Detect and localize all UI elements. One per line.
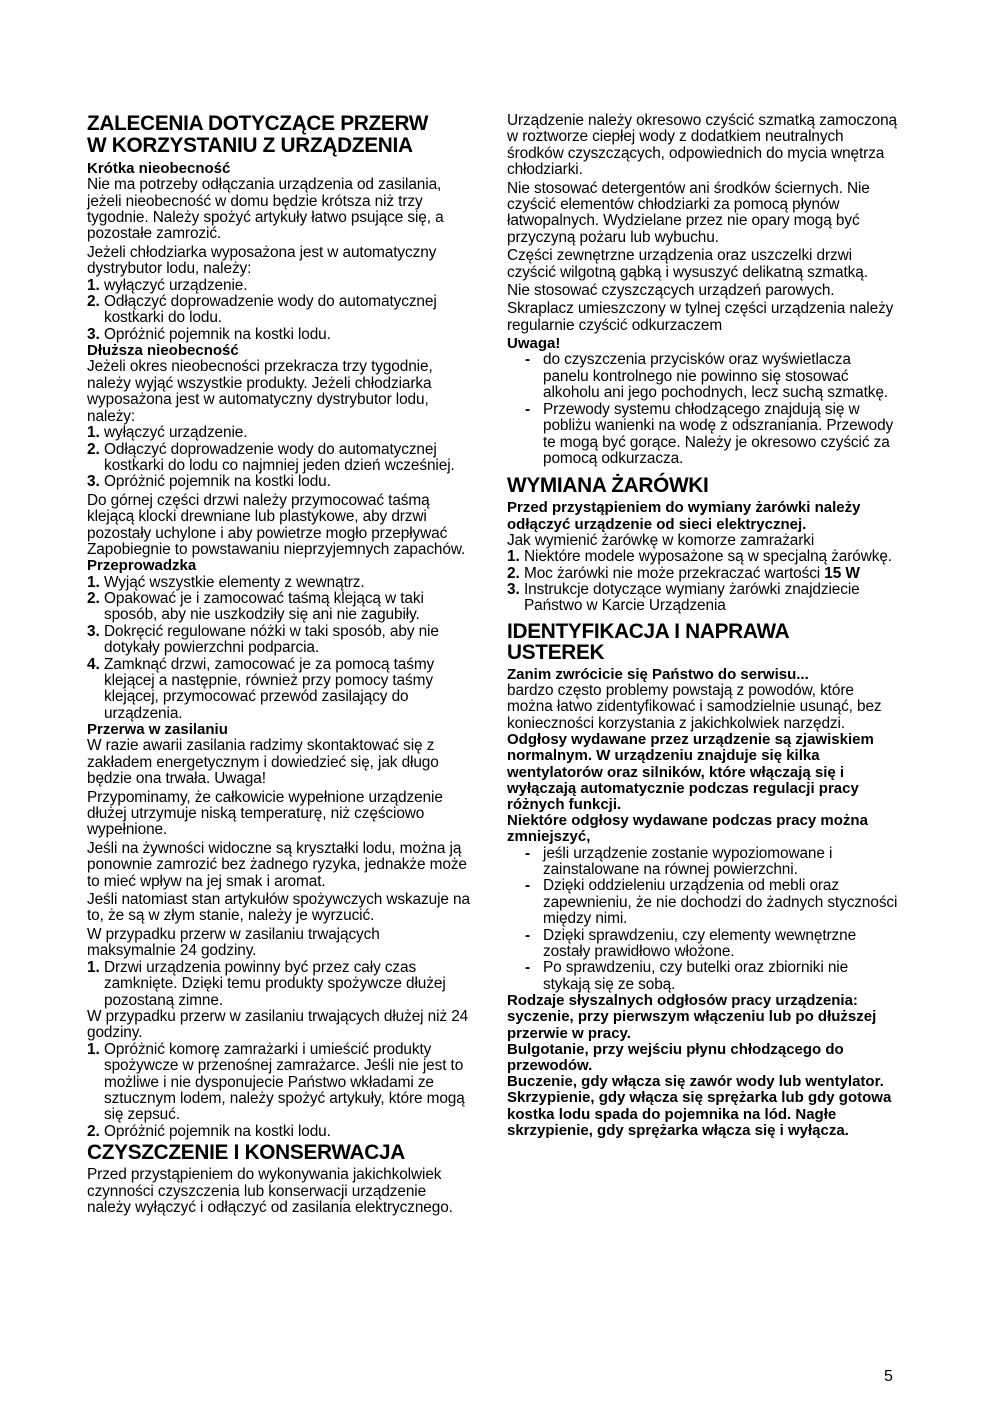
paragraph-bold: Odgłosy wydawane przez urządzenie są zjawiskiem normalnym. W urządzeniu znajduje się kilka wentylatorów oraz silników, które włączają się i wyłączają automatycznie podczas regulacji pracy różnych funkcji.	[507, 731, 874, 813]
paragraph: Jeśli na żywności widoczne są kryształki lodu, można ją ponownie zamrozić bez żadnego ryzyka, jednakże może to mieć wpływ na jej smak i aromat.	[87, 839, 467, 890]
list-item: 3. Dokręcić regulowane nóżki w taki sposób, aby nie dotykały powierzchni podparcia.	[87, 622, 439, 657]
bulb-power-value: 15 W	[824, 564, 860, 582]
numbered-list	[87, 425, 472, 491]
section-title-cleaning: CZYSZCZENIE I KONSERWACJA	[87, 1141, 405, 1165]
paragraph: Do górnej części drzwi należy przymocować taśmą klejącą klocki drewniane lub plastykowe, aby drzwi pozostały uchylone i aby powietrze mogło przepływać Zapobiegnie to powstawaniu nieprzyjemnych zapachów.	[87, 491, 466, 558]
heading-moving: Przeprowadzka	[87, 557, 197, 575]
numbered-list	[87, 960, 472, 1009]
paragraph: Części zewnętrzne urządzenia oraz uszczelki drzwi czyścić wilgotną gąbką i wysuszyć delikatną szmatką.	[507, 247, 868, 281]
heading-power-outage: Przerwa w zasilaniu	[87, 721, 228, 739]
right-column	[507, 113, 899, 1139]
troubleshoot-intro: Zanim zwrócicie się Państwo do serwisu...	[507, 665, 809, 683]
paragraph: Nie ma potrzeby odłączania urządzenia od zasilania, jeżeli nieobecność w domu będzie krótsza niż trzy tygodnie. Należy spożyć artykuły łatwo psujące się, a pozostałe zamrozić.	[87, 176, 444, 243]
list-item: 3. Instrukcje dotyczące wymiany żarówki znajdziecie Państwo w Karcie Urządzenia	[507, 580, 860, 615]
list-item: 2. Moc żarówki nie może przekraczać wartości 15 W	[507, 564, 860, 582]
paragraph-bold: Niektóre odgłosy wydawane podczas pracy można zmniejszyć,	[507, 812, 868, 846]
list-item: 1. Niektóre modele wyposażone są w specjalną żarówkę.	[507, 548, 892, 566]
list-item: 1. Drzwi urządzenia powinny być przez cały czas zamknięte. Dzięki temu produkty spożywcze dłużej pozostaną zimne.	[87, 958, 446, 1009]
numbered-list	[87, 575, 472, 723]
list-item: 2. Odłączyć doprowadzenie wody do automatycznej kostkarki do lodu co najmniej jeden dzień wcześniej.	[87, 440, 455, 474]
paragraph: W razie awarii zasilania radzimy skontaktować się z zakładem energetycznym i dowiedzieć się, jak długo będzie ona trwała. Uwaga!	[87, 737, 439, 788]
list-item: - Dzięki oddzieleniu urządzenia od mebli oraz zapewnieniu, że nie dochodzi do żadnych styczności między nimi.	[525, 877, 898, 928]
list-item: 2. Odłączyć doprowadzenie wody do automatycznej kostkarki do lodu.	[87, 293, 437, 327]
numbered-list	[507, 549, 899, 615]
section-title-breaks: ZALECENIA DOTYCZĄCE PRZERW W KORZYSTANIU Z URZĄDZENIA	[87, 112, 429, 157]
paragraph: bardzo często problemy powstają z powodów, które można łatwo zidentyfikować i samodzielnie usunąć, bez konieczności korzystania z jakichkolwiek narzędzi.	[507, 681, 882, 732]
numbered-list	[87, 278, 472, 344]
paragraph: Nie stosować detergentów ani środków ściernych. Nie czyścić elementów chłodziarki za pomocą płynów łatwopalnych. Wydzielane przez nie opary mogą być przyczyną pożaru lub wybuchu.	[507, 179, 870, 246]
paragraph: Nie stosować czyszczących urządzeń parowych.	[507, 282, 835, 300]
paragraph: Jeżeli okres nieobecności przekracza trzy tygodnie, należy wyjąć wszystkie produkty. Jeżeli chłodziarka wyposażona jest w automatyczny dystrybutor lodu, należy:	[87, 358, 433, 425]
list-item: 1. wyłączyć urządzenie.	[87, 276, 248, 294]
list-item: - Po sprawdzeniu, czy butelki oraz zbiorniki nie stykają się ze sobą.	[525, 959, 849, 993]
list-item: - Przewody systemu chłodzącego znajdują się w pobliżu wanienki na wodę z odszraniania. Przewody te mogą być gorące. Należy je okresowo czyścić za pomocą odkurzacza.	[525, 400, 894, 467]
list-item: 2. Opróżnić pojemnik na kostki lodu.	[87, 1122, 331, 1140]
bulb-intro: Przed przystąpieniem do wymiany żarówki należy odłączyć urządzenie od sieci elektrycznej.	[507, 499, 861, 533]
page-number: 5	[884, 1368, 893, 1385]
paragraph: W przypadku przerw w zasilaniu trwających dłużej niż 24 godziny.	[87, 1007, 469, 1042]
numbered-list	[87, 1042, 472, 1140]
list-item: - Dzięki sprawdzeniu, czy elementy wewnętrzne zostały prawidłowo włożone.	[525, 926, 857, 961]
paragraph-bold: Skrzypienie, gdy włącza się sprężarka lub gdy gotowa kostka lodu spada do pojemnika na lód. Nagłe skrzypienie, gdy sprężarka włącza się i wyłącza.	[507, 1089, 892, 1139]
paragraph: W przypadku przerw w zasilaniu trwających maksymalnie 24 godziny.	[87, 925, 380, 960]
paragraph: Przed przystąpieniem do wykonywania jakichkolwiek czynności czyszczenia lub konserwacji urządzenie należy wyłączyć i odłączyć od zasilania elektrycznego.	[87, 1166, 453, 1216]
list-item: 1. wyłączyć urządzenie.	[87, 424, 248, 442]
paragraph: Jeśli natomiast stan artykułów spożywczych wskazuje na to, że są w złym stanie, należy je wyrzucić.	[87, 891, 470, 925]
paragraph: Jak wymienić żarówkę w komorze zamrażarki	[507, 531, 815, 549]
list-item: 3. Opróżnić pojemnik na kostki lodu.	[87, 325, 331, 343]
paragraph: Urządzenie należy okresowo czyścić szmatką zamoczoną w roztworze ciepłej wody z dodatkiem neutralnych środków czyszczących, odpowiednich do mycia wnętrza chłodziarki.	[507, 112, 897, 179]
paragraph-bold: Buczenie, gdy włącza się zawór wody lub wentylator.	[507, 1073, 884, 1091]
list-item: 2. Opakować je i zamocować taśmą klejącą w taki sposób, aby nie uszkodziły się ani nie zagubiły.	[87, 589, 424, 624]
paragraph: Skraplacz umieszczony w tylnej części urządzenia należy regularnie czyścić odkurzaczem	[507, 300, 894, 334]
paragraph: Jeżeli chłodziarka wyposażona jest w automatyczny dystrybutor lodu, należy:	[87, 243, 437, 278]
dash-list	[525, 352, 899, 467]
section-title-bulb: WYMIANA ŻARÓWKI	[507, 474, 709, 498]
list-item: - do czyszczenia przycisków oraz wyświetlacza panelu kontrolnego nie powinno się stosować alkoholu ani jego pochodnych, lecz suchą szmatkę.	[525, 351, 889, 402]
list-item: 3. Opróżnić pojemnik na kostki lodu.	[87, 473, 331, 491]
heading-short-absence: Krótka nieobecność	[87, 160, 231, 177]
list-item: 4. Zamknąć drzwi, zamocować je za pomocą taśmy klejącej a następnie, również przy pomocy taśmy klejącej, przymocować przewód zasilający do urządzenia.	[87, 655, 435, 722]
list-item: 1. Wyjąć wszystkie elementy z wewnątrz.	[87, 573, 365, 591]
paragraph-bold: Bulgotanie, przy wejściu płynu chłodzącego do przewodów.	[507, 1040, 844, 1075]
section-title-troubleshooting: IDENTYFIKACJA I NAPRAWA USTEREK	[507, 619, 790, 664]
dash-list	[525, 846, 899, 994]
paragraph: Przypominamy, że całkowicie wypełnione urządzenie dłużej utrzymuje niską temperaturę, niż częściowo wypełnione.	[87, 788, 443, 839]
heading-long-absence: Dłuższa nieobecność	[87, 342, 239, 360]
list-item: - jeśli urządzenie zostanie wypoziomowane i zainstalowane na równej powierzchni.	[525, 844, 833, 879]
list-item: 1. Opróżnić komorę zamrażarki i umieścić produkty spożywcze w przenośnej zamrażarce. Jeśli nie jest to możliwe i nie dysponujecie Państwo wkładami ze sztucznym lodem, należy spożyć artykuły, które mogą się zepsuć.	[87, 1040, 465, 1124]
left-column	[87, 113, 472, 1216]
paragraph-bold: Rodzaje słyszalnych odgłosów pracy urządzenia: syczenie, przy pierwszym włączeniu lub po dłuższej przerwie w pracy.	[507, 992, 877, 1042]
warning-label: Uwaga!	[507, 335, 561, 353]
